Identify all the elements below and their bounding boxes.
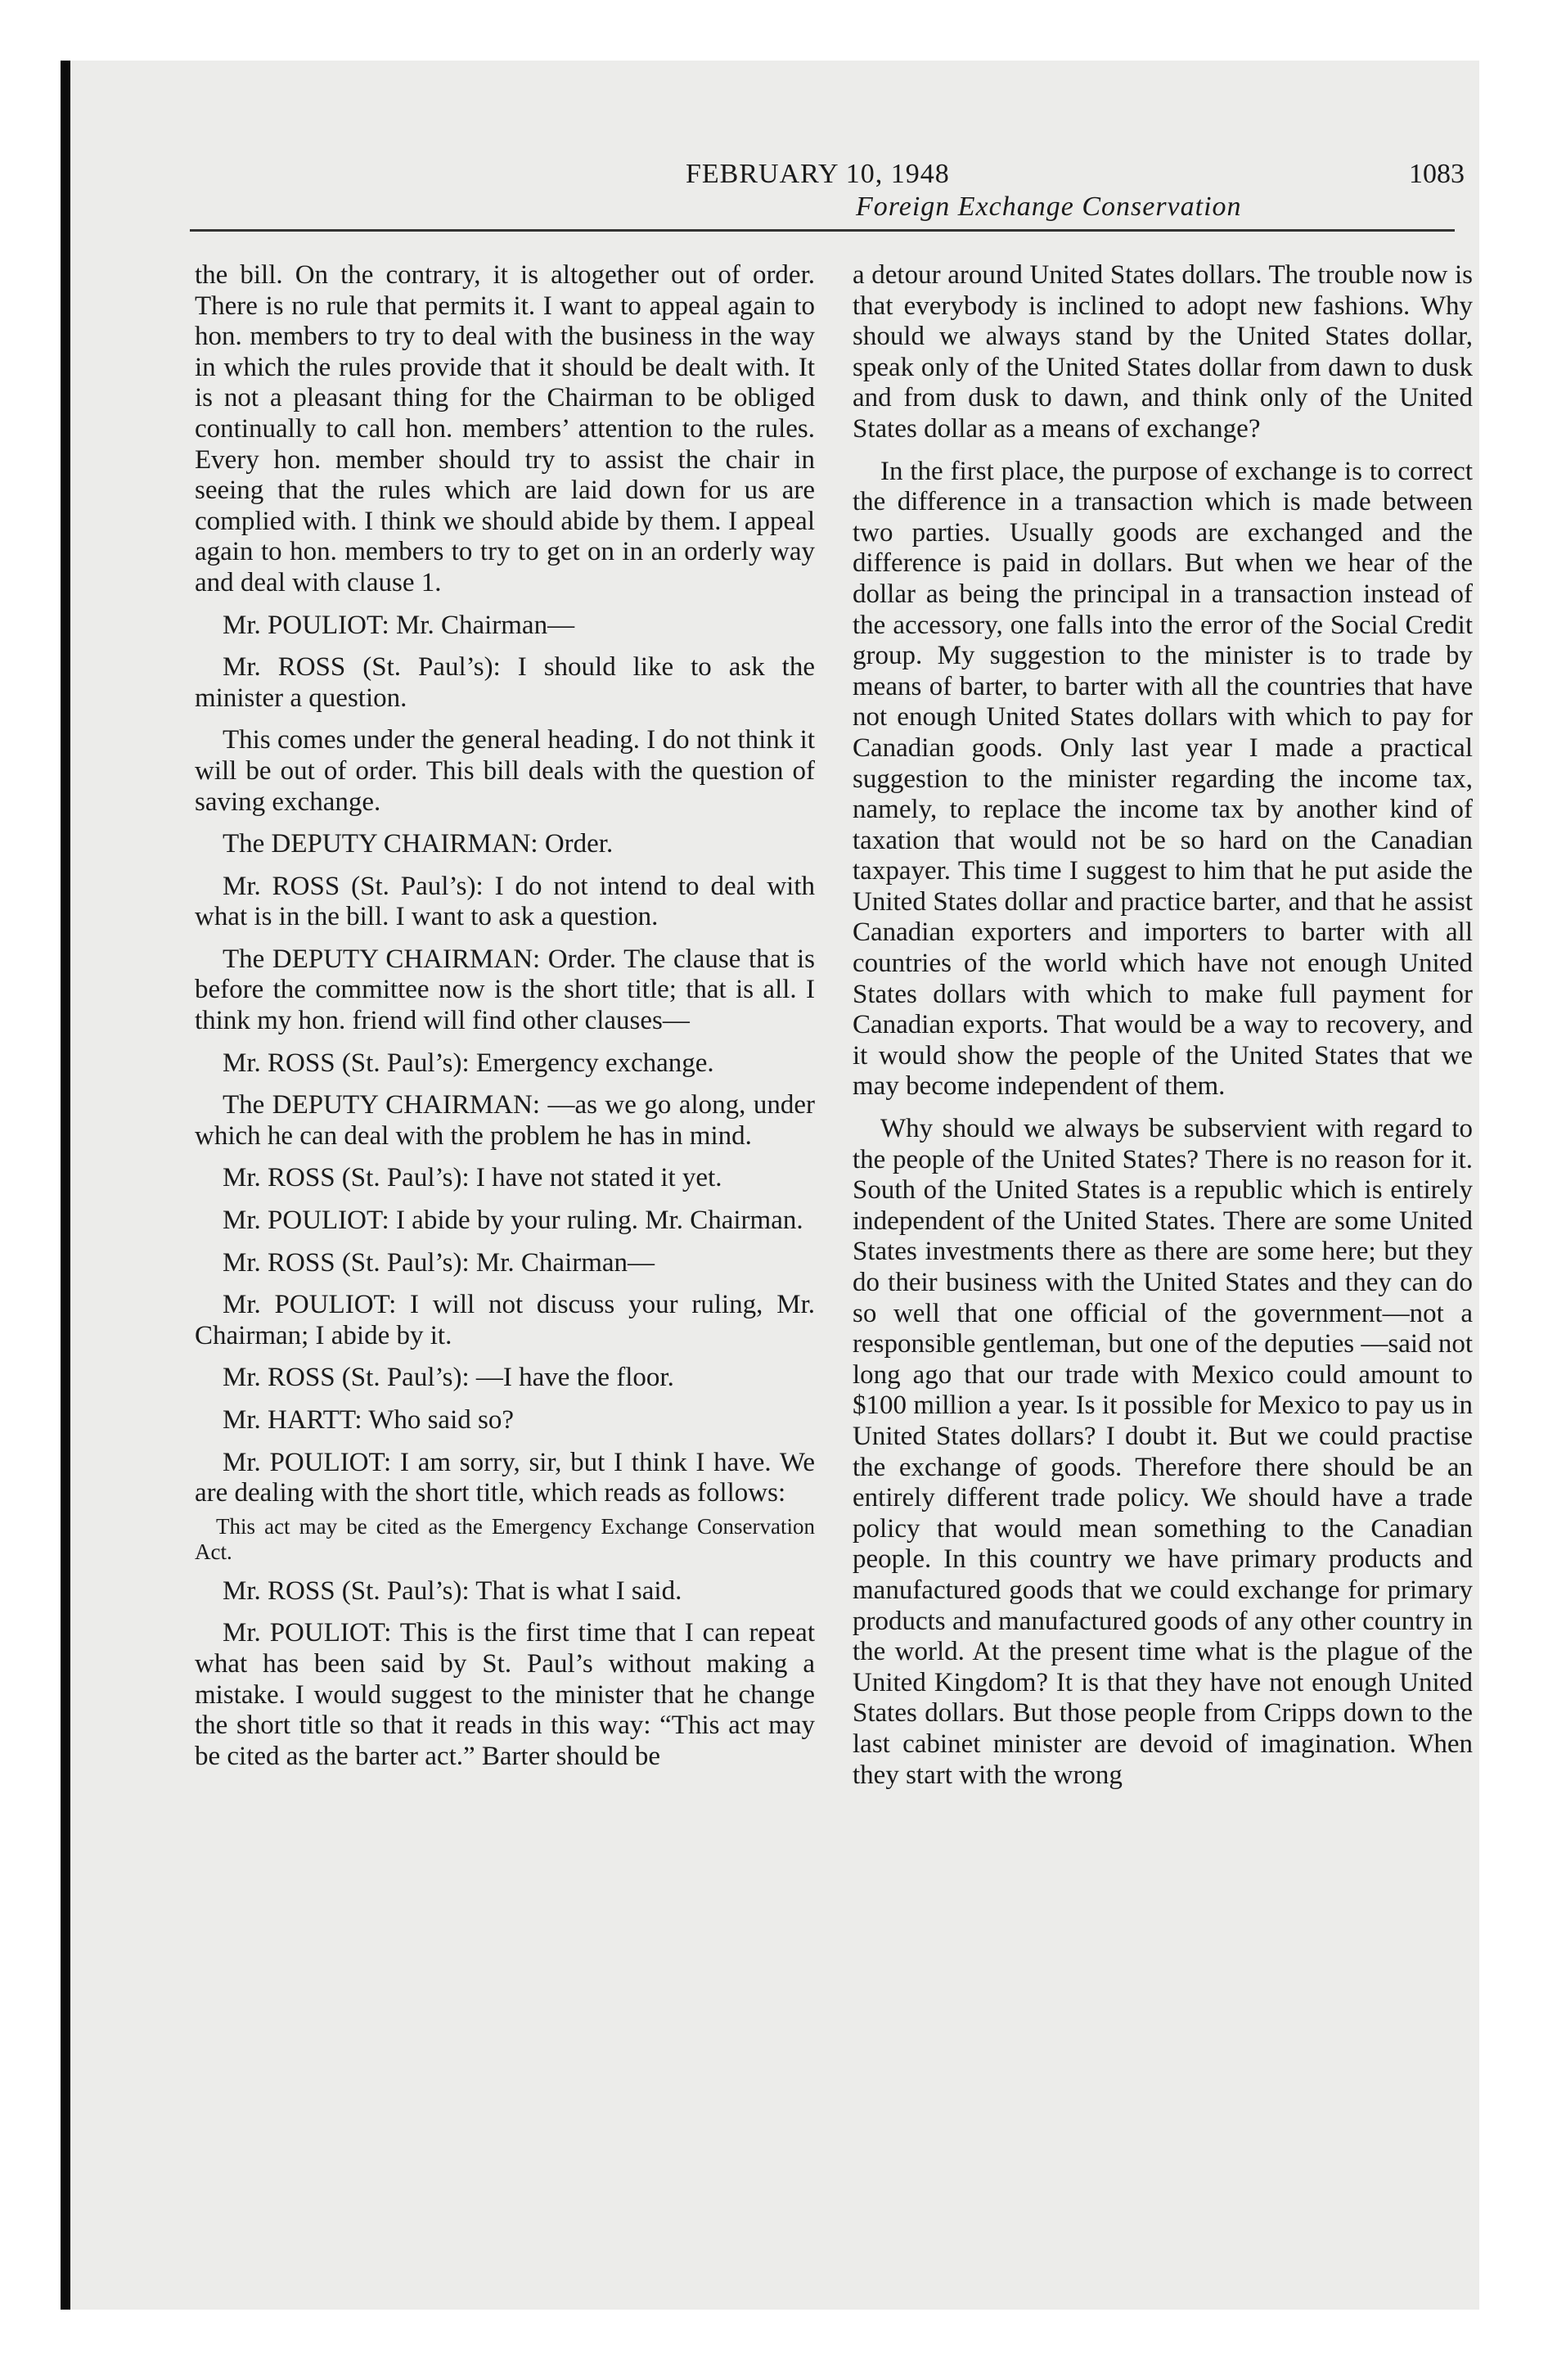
- paragraph: Mr. ROSS (St. Paul’s): I should like to ask the minister a question.: [195, 652, 815, 713]
- paragraph: Why should we always be subservient with regard to the people of the United States? There is no reason for it. South of the United States is a republic which is entirely independent of the United States. There are some United States investments there as there are some here; but they do their business with the United States and they can do so well that one official of the government—not a responsible gentleman, but one of the deputies —said not long ago that our trade with Mexico could amount to $100 million a year. Is it possible for Mexico to pay us in United States dollars? I doubt it. But we could practise the exchange of goods. Therefore there should be an entirely different trade policy. We should have a trade policy that would mean something to the Canadian people. In this country we have primary products and manufactured goods that we could exchange for primary products and manufactured goods of any other country in the world. At the present time what is the plague of the United Kingdom? It is that they have not enough United States dollars. But those people from Cripps down to the last cabinet minister are devoid of imagination. When they start with the wrong: [853, 1114, 1473, 1790]
- right-column: [853, 260, 1473, 1802]
- paragraph: Mr. HARTT: Who said so?: [223, 1405, 514, 1435]
- left-column: [195, 260, 815, 1783]
- paragraph: The DEPUTY CHAIRMAN: Order.: [223, 829, 614, 859]
- running-title: Foreign Exchange Conservation: [856, 192, 1242, 222]
- paragraph: Mr. ROSS (St. Paul’s): I have not stated it yet.: [223, 1163, 722, 1193]
- paragraph: Mr. POULIOT: Mr. Chairman—: [223, 610, 575, 640]
- paragraph: The DEPUTY CHAIRMAN: Order. The clause that is before the committee now is the short title; that is all. I think my hon. friend will find other clauses—: [195, 944, 815, 1036]
- header-date: FEBRUARY 10, 1948: [686, 159, 950, 189]
- paragraph: Mr. POULIOT: I abide by your ruling. Mr. Chairman.: [223, 1206, 803, 1236]
- paragraph: In the first place, the purpose of exchange is to correct the difference in a transaction which is made between two parties. Usually goods are exchanged and the difference is paid in dollars. But when we hear of the dollar as being the principal in a transaction instead of the accessory, one falls into the error of the Social Credit group. My suggestion to the minister is to trade by means of barter, to barter with all the countries that have not enough United States dollars with which to pay for Canadian goods. Only last year I made a practical suggestion to the minister regarding the income tax, namely, to replace the income tax by another kind of taxation that would not be so hard on the Canadian taxpayer. This time I suggest to him that he put aside the United States dollar and practice barter, and that he assist Canadian exporters and importers to barter with all countries of the world which have not enough United States dollars with which to make full payment for Canadian exports. That would be a way to recovery, and it would show the people of the United States that we may become independent of them.: [853, 456, 1473, 1102]
- paragraph: Mr. ROSS (St. Paul’s): That is what I said.: [223, 1575, 682, 1606]
- paragraph: Mr. ROSS (St. Paul’s): Emergency exchange.: [223, 1048, 714, 1078]
- paragraph: Mr. POULIOT: I am sorry, sir, but I think I have. We are dealing with the short title, which reads as follows:: [195, 1447, 815, 1508]
- paragraph: Mr. POULIOT: This is the first time that I can repeat what has been said by St. Paul’s without making a mistake. I would suggest to the minister that he change the short title so that it reads in this way: “This act may be cited as the barter act.” Barter should be: [195, 1618, 815, 1771]
- paragraph: Mr. ROSS (St. Paul’s): I do not intend to deal with what is in the bill. I want to ask a question.: [195, 871, 815, 932]
- page-number: 1083: [1409, 159, 1465, 189]
- paragraph: Mr. POULIOT: I will not discuss your ruling, Mr. Chairman; I abide by it.: [195, 1290, 815, 1350]
- paragraph: a detour around United States dollars. The trouble now is that everybody is inclined to adopt new fashions. Why should we always stand by the United States dollar, speak only of the United States dollar from dawn to dusk and from dusk to dawn, and think only of the United States dollar as a means of exchange?: [853, 260, 1473, 444]
- paragraph: the bill. On the contrary, it is altogether out of order. There is no rule that permits it. I want to appeal again to hon. members to try to deal with the business in the way in which the rules provide that it should be dealt with. It is not a pleasant thing for the Chairman to be obliged continually to call hon. members’ attention to the rules. Every hon. member should try to assist the chair in seeing that the rules which are laid down for us are complied with. I think we should abide by them. I appeal again to hon. members to try to get on in an orderly way and deal with clause 1.: [195, 260, 815, 597]
- paragraph: This comes under the general heading. I do not think it will be out of order. This bill deals with the question of saving exchange.: [195, 725, 815, 817]
- paragraph: Mr. ROSS (St. Paul’s): Mr. Chairman—: [223, 1247, 655, 1278]
- header-rule: [190, 229, 1455, 232]
- quoted-text: This act may be cited as the Emergency Exchange Conservation Act.: [195, 1513, 815, 1564]
- paragraph: Mr. ROSS (St. Paul’s): —I have the floor.: [223, 1363, 674, 1393]
- paragraph: The DEPUTY CHAIRMAN: —as we go along, under which he can deal with the problem he has in mind.: [195, 1090, 815, 1151]
